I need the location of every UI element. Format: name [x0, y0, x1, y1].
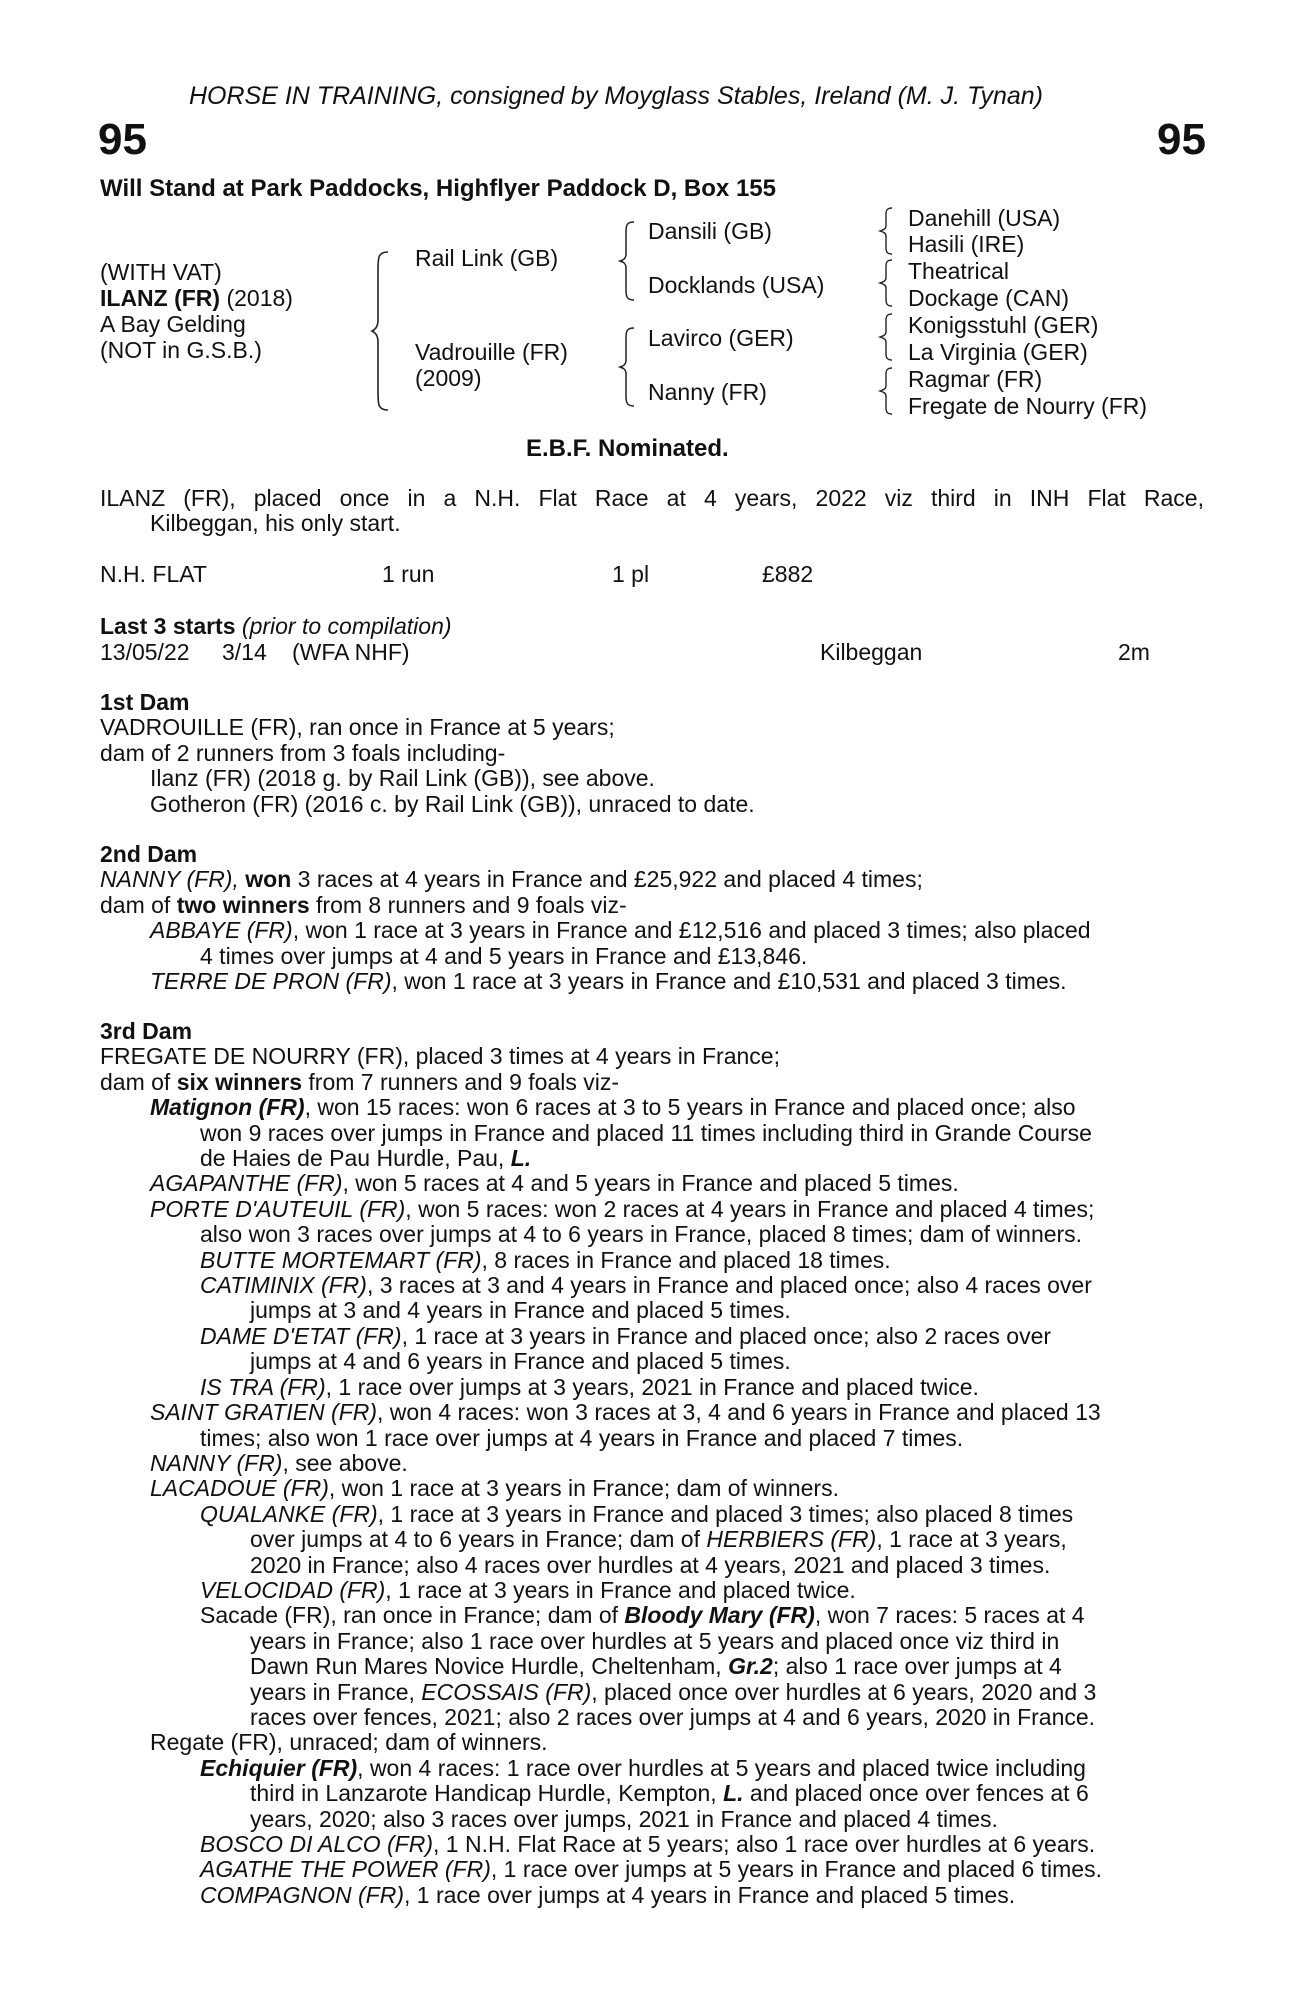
- progeny-text: , won 7 races: 5 races at 4: [814, 1602, 1085, 1629]
- third-dam-section: [100, 1019, 1204, 1908]
- progeny-name: TERRE DE PRON (FR): [150, 968, 392, 995]
- start-race: (WFA NHF): [292, 639, 410, 665]
- listed-badge: L.: [510, 1145, 532, 1172]
- progeny-text: and placed once over fences at 6: [749, 1780, 1089, 1807]
- progeny-name: AGAPANTHE (FR): [150, 1170, 343, 1197]
- dam-line: [100, 1070, 1204, 1095]
- progeny-text: third in Lanzarote Handicap Hurdle, Kempton,: [250, 1780, 717, 1807]
- summary-line: Kilbeggan, his only start.: [150, 510, 401, 537]
- ds-brace: [878, 312, 896, 362]
- progeny-text: , won 1 race at 3 years in France and £10,531 and placed 3 times.: [391, 968, 1067, 995]
- sire-line-brace: [618, 220, 638, 302]
- last-starts-heading: [100, 614, 452, 639]
- dam-text: dam of: [100, 891, 171, 918]
- sire: Rail Link (GB): [415, 245, 559, 271]
- progeny-name: BUTTE MORTEMART (FR): [200, 1246, 482, 1273]
- progeny-name: IS TRA (FR): [200, 1373, 326, 1400]
- progeny-text: , 1 race at 3 years,: [876, 1526, 1067, 1553]
- third-dam-heading: 3rd Dam: [100, 1018, 193, 1044]
- start-date: 13/05/22: [100, 639, 190, 665]
- dam-line: [100, 1197, 1204, 1222]
- dam-line: [100, 893, 1204, 918]
- dam-line: 4 times over jumps at 4 and 5 years in France and £13,846.: [200, 942, 808, 969]
- dam-line: dam of 2 runners from 3 foals including-: [100, 739, 506, 766]
- dam-line: VADROUILLE (FR), ran once in France at 5 years;: [100, 714, 615, 741]
- pedigree-brace: [370, 250, 394, 412]
- progeny-text: , won 15 races: won 6 races at 3 to 5 years in France and placed once; also: [304, 1094, 1076, 1121]
- winners-count: two winners: [176, 891, 310, 918]
- first-dam-heading: 1st Dam: [100, 689, 190, 715]
- progeny-name: VELOCIDAD (FR): [200, 1576, 386, 1603]
- dd-dam: Fregate de Nourry (FR): [908, 393, 1148, 419]
- dam-line: [100, 867, 1204, 892]
- last-starts-note: (prior to compilation): [241, 613, 452, 639]
- progeny-text: , 3 races at 3 and 4 years in France and placed once; also 4 races over: [366, 1272, 1092, 1299]
- progeny-text: , 1 race at 3 years in France and placed twice.: [385, 1576, 856, 1603]
- dam-name: NANNY (FR),: [100, 866, 239, 893]
- record-earnings: £882: [762, 561, 814, 587]
- progeny-text: , won 4 races: 1 race over hurdles at 5 years and placed twice including: [357, 1754, 1086, 1781]
- record-type: N.H. FLAT: [100, 561, 207, 587]
- summary: [100, 486, 1204, 537]
- sd-brace: [878, 258, 896, 308]
- dam-text: from 7 runners and 9 foals viz-: [308, 1068, 620, 1095]
- dam-line: [100, 1095, 1204, 1120]
- horse-year: (2018): [226, 285, 293, 311]
- horse-description: A Bay Gelding: [100, 311, 246, 337]
- dam-text: dam of: [100, 1068, 171, 1095]
- second-dam-section: [100, 842, 1204, 994]
- horse-title: [100, 286, 293, 311]
- progeny-name: CATIMINIX (FR): [200, 1272, 367, 1299]
- dam-line: [100, 1654, 1204, 1679]
- progeny-name: LACADOUE (FR): [150, 1475, 329, 1502]
- ds-dam: La Virginia (GER): [908, 339, 1088, 365]
- dam-line: [100, 969, 1204, 994]
- summary-line: ILANZ (FR), placed once in a N.H. Flat Race at 4 years, 2022 viz third in INH Flat Race,: [100, 485, 1204, 511]
- dam-line: [100, 1502, 1204, 1527]
- dam-line: years in France; also 1 race over hurdles at 5 years and placed once viz third in: [250, 1627, 1060, 1654]
- dam-line: races over fences, 2021; also 2 races over jumps at 4 and 6 years, 2020 in France.: [250, 1703, 1096, 1730]
- grade-badge: Gr.2: [728, 1653, 773, 1680]
- progeny-name: Matignon (FR): [150, 1094, 305, 1121]
- progeny-name: ABBAYE (FR): [150, 917, 293, 944]
- dam-line: [100, 1883, 1204, 1908]
- progeny-name: BOSCO DI ALCO (FR): [200, 1831, 433, 1857]
- horse-name: ILANZ (FR): [100, 285, 221, 311]
- dam-line: [100, 1781, 1204, 1806]
- progeny-text: Dawn Run Mares Novice Hurdle, Cheltenham,: [250, 1653, 722, 1680]
- dam-line: also won 3 races over jumps at 4 to 6 years in France, placed 8 times; dam of winners.: [200, 1221, 1083, 1248]
- dam-line: [100, 1527, 1204, 1552]
- dam-sire: Lavirco (GER): [648, 325, 794, 351]
- progeny-name: NANNY (FR): [150, 1449, 283, 1476]
- dam-year: (2009): [415, 365, 482, 391]
- dam-line: Gotheron (FR) (2016 c. by Rail Link (GB)), unraced to date.: [150, 790, 755, 817]
- dam-line: [100, 1603, 1204, 1628]
- progeny-name: AGATHE THE POWER (FR): [200, 1856, 491, 1883]
- dd-brace: [878, 366, 896, 416]
- dam-line-brace: [618, 326, 638, 408]
- dam-line: [100, 1400, 1204, 1425]
- dd-sire: Ragmar (FR): [908, 366, 1043, 392]
- progeny-name: COMPAGNON (FR): [200, 1881, 405, 1908]
- dam-line: [100, 1680, 1204, 1705]
- record-placed: 1 pl: [612, 561, 650, 587]
- second-dam-heading: 2nd Dam: [100, 841, 198, 867]
- progeny-text: , won 1 race at 3 years in France; dam of winners.: [328, 1475, 839, 1502]
- dam-line: 2020 in France; also 4 races over hurdles at 4 years, 2021 and placed 3 times.: [250, 1551, 1051, 1578]
- dam-line: Ilanz (FR) (2018 g. by Rail Link (GB)), see above.: [150, 765, 655, 792]
- progeny-text: years in France,: [250, 1678, 415, 1705]
- progeny-text: , 1 N.H. Flat Race at 5 years; also 1 race over hurdles at 6 years.: [433, 1831, 1096, 1857]
- ebf-nominated: E.B.F. Nominated.: [526, 435, 729, 462]
- ss-dam: Hasili (IRE): [908, 231, 1025, 257]
- catalogue-header: HORSE IN TRAINING, consigned by Moyglass Stables, Ireland (M. J. Tynan): [189, 82, 1043, 110]
- dam: Vadrouille (FR): [415, 339, 568, 365]
- sd-dam: Dockage (CAN): [908, 285, 1070, 311]
- dam-line: FREGATE DE NOURRY (FR), placed 3 times at 4 years in France;: [100, 1043, 780, 1070]
- dam-line: [100, 918, 1204, 943]
- progeny-name: HERBIERS (FR): [706, 1526, 877, 1553]
- progeny-text: , 1 race at 3 years in France and placed 3 times; also placed 8 times: [377, 1500, 1074, 1527]
- last-starts-title: Last 3 starts: [100, 613, 236, 639]
- dam-line: [100, 1146, 1204, 1171]
- progeny-name: DAME D'ETAT (FR): [200, 1322, 402, 1349]
- start-position: 3/14: [222, 639, 267, 665]
- progeny-text: , 1 race at 3 years in France and placed once; also 2 races over: [401, 1322, 1052, 1349]
- listed-badge: L.: [723, 1780, 744, 1807]
- ss-sire: Danehill (USA): [908, 205, 1061, 231]
- dam-line: [100, 1171, 1204, 1196]
- progeny-text: , won 4 races: won 3 races at 3, 4 and 6 years in France and placed 13: [377, 1399, 1101, 1426]
- lot-number-right: 95: [1157, 115, 1206, 164]
- ds-sire: Konigsstuhl (GER): [908, 312, 1099, 338]
- lot-number-left: 95: [98, 115, 147, 164]
- dam-line: jumps at 4 and 6 years in France and placed 5 times.: [250, 1348, 791, 1375]
- dam-line: [100, 1451, 1204, 1476]
- winners-count: six winners: [176, 1068, 302, 1095]
- progeny-name: Bloody Mary (FR): [624, 1602, 815, 1629]
- dam-line: [100, 1324, 1204, 1349]
- progeny-text: , won 5 races at 4 and 5 years in France and placed 5 times.: [342, 1170, 959, 1197]
- sd-sire: Theatrical: [908, 258, 1009, 284]
- progeny-text: , placed once over hurdles at 6 years, 2020 and 3: [591, 1678, 1097, 1705]
- progeny-text: , 1 race over jumps at 4 years in France and placed 5 times.: [404, 1881, 1016, 1908]
- dam-line: Regate (FR), unraced; dam of winners.: [150, 1729, 548, 1756]
- vat-note: (WITH VAT): [100, 259, 222, 285]
- progeny-name: PORTE D'AUTEUIL (FR): [150, 1195, 406, 1222]
- dam-line: [100, 1273, 1204, 1298]
- progeny-name: ECOSSAIS (FR): [421, 1678, 592, 1705]
- dam-text: from 8 runners and 9 foals viz-: [316, 891, 627, 918]
- sire-sire: Dansili (GB): [648, 218, 772, 244]
- progeny-text: ; also 1 race over jumps at 4: [772, 1653, 1062, 1680]
- dam-line: [100, 1375, 1204, 1400]
- sire-dam: Docklands (USA): [648, 272, 825, 298]
- dam-text: 3 races at 4 years in France and £25,922 and placed 4 times;: [297, 866, 923, 893]
- progeny-text: de Haies de Pau Hurdle, Pau,: [200, 1145, 505, 1172]
- progeny-name: QUALANKE (FR): [200, 1500, 378, 1527]
- dam-line: [100, 1476, 1204, 1501]
- first-dam-section: [100, 690, 1204, 817]
- dam-line: [100, 1857, 1204, 1882]
- dam-line: years, 2020; also 3 races over jumps, 2021 in France and placed 4 times.: [250, 1805, 998, 1832]
- progeny-text: over jumps at 4 to 6 years in France; dam of: [250, 1526, 700, 1553]
- progeny-text: , 1 race over jumps at 5 years in France and placed 6 times.: [490, 1856, 1102, 1883]
- won-text: won: [245, 866, 292, 893]
- progeny-text: , see above.: [282, 1449, 408, 1476]
- progeny-name: SAINT GRATIEN (FR): [150, 1399, 378, 1426]
- start-course: Kilbeggan: [820, 639, 923, 665]
- progeny-text: , won 1 race at 3 years in France and £12,516 and placed 3 times; also placed: [292, 917, 1091, 944]
- dam-line: [100, 1756, 1204, 1781]
- progeny-text: Sacade (FR), ran once in France; dam of: [200, 1602, 619, 1629]
- dam-line: [100, 1578, 1204, 1603]
- progeny-text: , won 5 races: won 2 races at 4 years in France and placed 4 times;: [405, 1195, 1095, 1222]
- dam-line: won 9 races over jumps in France and placed 11 times including third in Grande Course: [200, 1119, 1092, 1146]
- start-distance: 2m: [1118, 639, 1150, 665]
- dam-dam: Nanny (FR): [648, 379, 767, 405]
- dam-line: jumps at 3 and 4 years in France and placed 5 times.: [250, 1297, 791, 1324]
- stand-location: Will Stand at Park Paddocks, Highflyer Paddock D, Box 155: [100, 175, 776, 202]
- record-runs: 1 run: [382, 561, 435, 587]
- dam-line: [100, 1832, 1204, 1857]
- progeny-text: , 1 race over jumps at 3 years, 2021 in France and placed twice.: [325, 1373, 979, 1400]
- dam-line: times; also won 1 race over jumps at 4 years in France and placed 7 times.: [200, 1424, 964, 1451]
- dam-line: [100, 1248, 1204, 1273]
- progeny-text: , 8 races in France and placed 18 times.: [481, 1246, 891, 1273]
- progeny-name: Echiquier (FR): [200, 1754, 358, 1781]
- ss-brace: [878, 206, 896, 256]
- gsb-note: (NOT in G.S.B.): [100, 337, 262, 363]
